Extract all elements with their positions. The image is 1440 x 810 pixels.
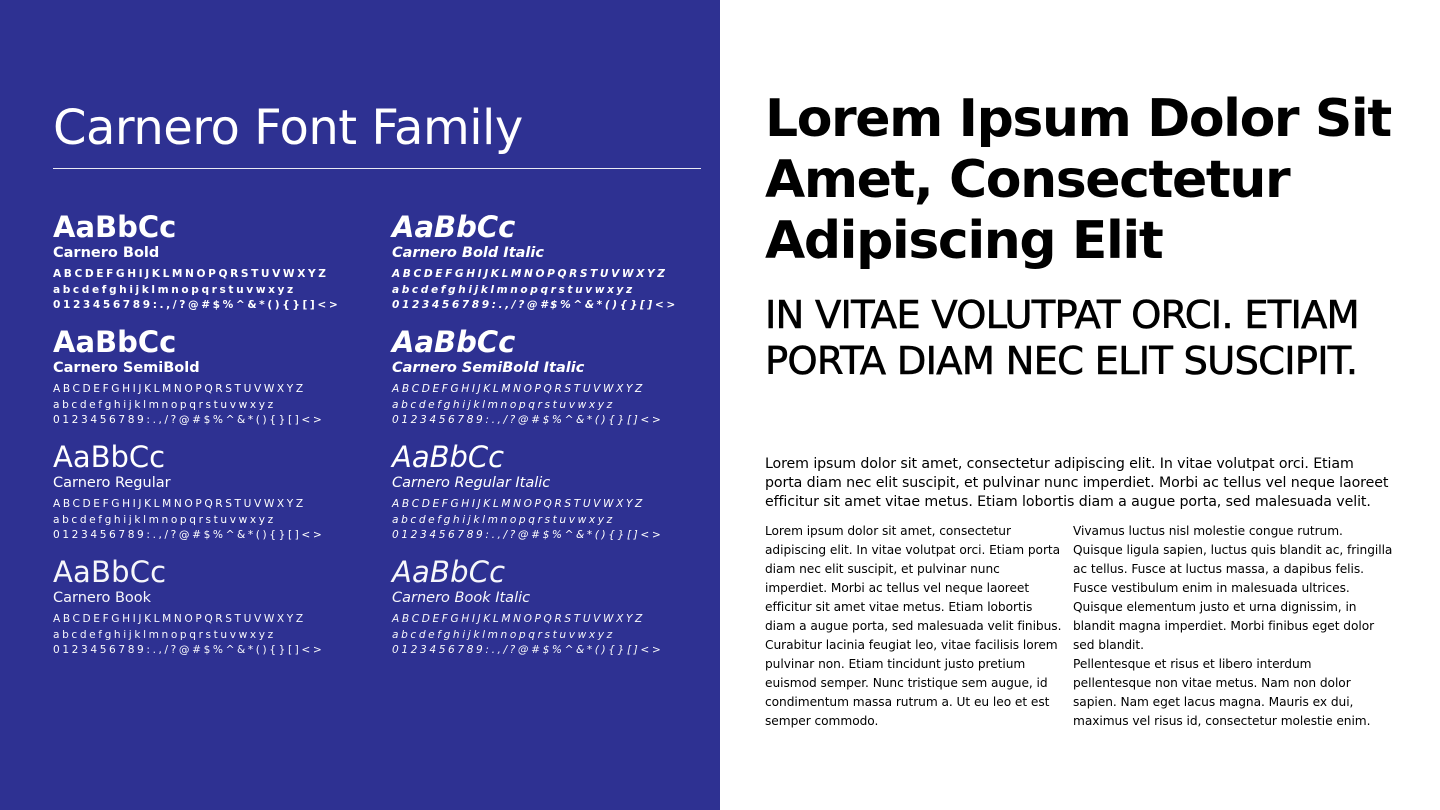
specimen-name: Carnero Bold — [53, 245, 160, 261]
specimen-semibold — [53, 325, 383, 429]
specimen-sample: AaBbCc — [392, 440, 505, 474]
specimen-regular — [53, 440, 383, 544]
font-family-title: Carnero Font Family — [53, 100, 523, 156]
specimen-name: Carnero Bold Italic — [392, 245, 544, 261]
specimen-sample: AaBbCc — [392, 210, 516, 244]
sample-headline: Lorem Ipsum Dolor Sit Amet, Consectetur Adipiscing Elit — [765, 89, 1391, 271]
specimen-sample: AaBbCc — [392, 555, 506, 589]
specimen-book — [53, 555, 383, 659]
specimen-uppercase: ABCDEFGHIJKLMNOPQRSTUVWXYZ — [53, 613, 306, 625]
sample-body-paragraph: Vivamus luctus nisl molestie congue rutrum. Quisque ligula sapien, luctus quis blandit ac, fringilla ac tellus. Fusce at luctus massa, a dapibus felis. Fusce vestibulum enim in malesuada ultrices. Quisque elementum justo et urna dignissim, in blandit magna imperdiet. Morbi finibus eget dolor sed blandit. — [1073, 524, 1393, 652]
specimen-lowercase: abcdefghijklmnopqrstuvwxyz — [392, 513, 615, 526]
specimen-figures: 0123456789:.,/?@#$%^&*(){}[]<> — [392, 299, 678, 311]
specimen-uppercase: ABCDEFGHIJKLMNOPQRSTUVWXYZ — [53, 498, 306, 510]
specimen-sample: AaBbCc — [53, 210, 177, 244]
specimen-sample: AaBbCc — [53, 325, 177, 359]
specimen-lowercase: abcdefghijklmnopqrstuvwxyz — [392, 628, 615, 641]
specimen-name: Carnero SemiBold Italic — [392, 360, 585, 376]
specimen-regular-italic — [392, 440, 722, 544]
sample-body-paragraph: Pellentesque et risus et libero interdum pellentesque non vitae metus. Nam non dolor sapien. Nam eget lacus magna. Mauris ex dui, maximus vel risus id, consectetur molestie enim. — [1073, 657, 1371, 728]
sample-subhead: IN VITAE VOLUTPAT ORCI. ETIAM PORTA DIAM NEC ELIT SUSCIPIT. — [765, 293, 1359, 384]
specimen-lowercase: abcdefghijklmnopqrstuvwxyz — [392, 283, 635, 296]
specimen-figures: 0123456789:.,/?@#$%^&*(){}[]<> — [392, 644, 664, 656]
specimen-name: Carnero Book Italic — [392, 590, 531, 606]
specimen-uppercase: ABCDEFGHIJKLMNOPQRSTUVWXYZ — [392, 268, 668, 280]
sample-body-column-right — [1073, 522, 1393, 731]
specimen-figures: 0123456789:.,/?@#$%^&*(){}[]<> — [53, 299, 341, 311]
specimen-lowercase: abcdefghijklmnopqrstuvwxyz — [53, 628, 276, 641]
specimen-semibold-italic — [392, 325, 722, 429]
specimen-figures: 0123456789:.,/?@#$%^&*(){}[]<> — [53, 529, 325, 541]
specimen-bold — [53, 210, 383, 314]
specimen-figures: 0123456789:.,/?@#$%^&*(){}[]<> — [392, 414, 664, 426]
specimen-name: Carnero SemiBold — [53, 360, 200, 376]
specimen-uppercase: ABCDEFGHIJKLMNOPQRSTUVWXYZ — [53, 383, 306, 395]
title-divider — [53, 168, 701, 169]
specimen-book-italic — [392, 555, 722, 659]
specimen-lowercase: abcdefghijklmnopqrstuvwxyz — [392, 398, 615, 411]
specimen-uppercase: ABCDEFGHIJKLMNOPQRSTUVWXYZ — [392, 613, 645, 625]
specimen-figures: 0123456789:.,/?@#$%^&*(){}[]<> — [53, 414, 325, 426]
specimen-lowercase: abcdefghijklmnopqrstuvwxyz — [53, 283, 296, 296]
sample-lead-paragraph: Lorem ipsum dolor sit amet, consectetur adipiscing elit. In vitae volutpat orci. Etiam porta diam nec elit suscipit, et pulvinar nunc imperdiet. Morbi ac tellus vel neque laoreet efficitur sit amet vitae metus. Etiam lobortis diam a augue porta, sed malesuada velit. — [765, 456, 1389, 510]
specimen-sample: AaBbCc — [53, 555, 167, 589]
specimen-sample: AaBbCc — [53, 440, 166, 474]
specimen-lowercase: abcdefghijklmnopqrstuvwxyz — [53, 513, 276, 526]
specimen-name: Carnero Regular — [53, 475, 171, 491]
specimen-sample: AaBbCc — [392, 325, 516, 359]
specimen-uppercase: ABCDEFGHIJKLMNOPQRSTUVWXYZ — [392, 498, 645, 510]
sample-text-panel — [720, 0, 1440, 810]
specimen-lowercase: abcdefghijklmnopqrstuvwxyz — [53, 398, 276, 411]
specimen-uppercase: ABCDEFGHIJKLMNOPQRSTUVWXYZ — [392, 383, 645, 395]
specimen-figures: 0123456789:.,/?@#$%^&*(){}[]<> — [392, 529, 664, 541]
sample-body-column-left: Lorem ipsum dolor sit amet, consectetur adipiscing elit. In vitae volutpat orci. Etiam porta diam nec elit suscipit, et pulvinar nunc imperdiet. Morbi ac tellus vel neque laoreet efficitur sit amet vitae metus. Etiam lobortis diam a augue porta, sed malesuada velit finibus. Curabitur lacinia feugiat leo, vitae facilisis lorem pulvinar non. Etiam tincidunt justo pretium euismod semper. Nunc tristique sem augue, id condimentum massa rutrum a. Ut eu leo et est semper commodo. — [765, 524, 1062, 728]
specimen-uppercase: ABCDEFGHIJKLMNOPQRSTUVWXYZ — [53, 268, 329, 280]
specimen-name: Carnero Regular Italic — [392, 475, 551, 491]
specimen-name: Carnero Book — [53, 590, 152, 606]
specimen-bold-italic — [392, 210, 722, 314]
specimen-figures: 0123456789:.,/?@#$%^&*(){}[]<> — [53, 644, 325, 656]
